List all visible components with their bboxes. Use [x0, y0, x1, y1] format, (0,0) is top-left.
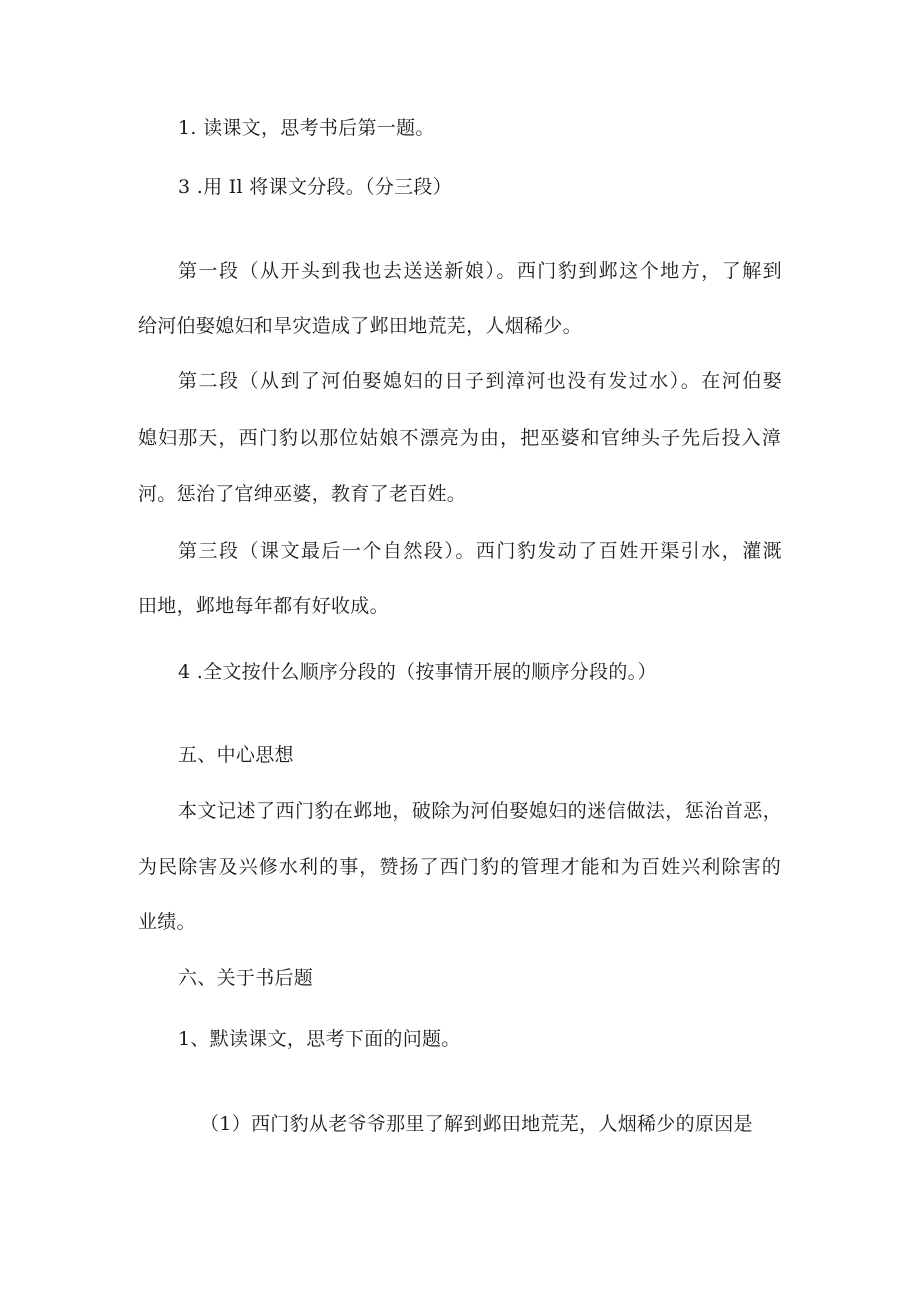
question-4: 4 .全文按什么顺序分段的（按事情开展的顺序分段的。） — [178, 661, 657, 683]
segment-1-line-2: 给河伯娶媳妇和旱灾造成了邺田地荒芜，人烟稀少。 — [138, 315, 582, 337]
section-5-heading: 五、中心思想 — [178, 744, 294, 766]
section-6-heading: 六、关于书后题 — [178, 967, 314, 989]
segment-1-line-1: 第一段（从开头到我也去送送新娘）。西门豹到邺这个地方，了解到 — [178, 260, 782, 282]
question-1: 1. 读课文，思考书后第一题。 — [178, 117, 435, 139]
question-3: 3 .用 Il 将课文分段。（分三段） — [178, 176, 453, 198]
segment-2-line-1: 第二段（从到了河伯娶媳妇的日子到漳河也没有发过水）。在河伯娶 — [178, 370, 782, 392]
segment-3-line-1: 第三段（课文最后一个自然段）。西门豹发动了百姓开渠引水，灌溉 — [178, 540, 782, 562]
section-5-line-3: 业绩。 — [138, 911, 196, 933]
section-5-line-1: 本文记述了西门豹在邺地，破除为河伯娶媳妇的迷信做法，惩治首恶， — [178, 800, 782, 822]
section-5-line-2: 为民除害及兴修水利的事，赞扬了西门豹的管理才能和为百姓兴利除害的 — [138, 856, 781, 878]
segment-3-line-2: 田地，邺地每年都有好收成。 — [138, 595, 389, 617]
segment-2-line-2: 媳妇那天，西门豹以那位姑娘不漂亮为由，把巫婆和官绅头子先后投入漳 — [138, 427, 781, 449]
section-6-item-1: 1、默读课文，思考下面的问题。 — [178, 1028, 461, 1050]
segment-2-line-3: 河。惩治了官绅巫婆，教育了老百姓。 — [138, 483, 467, 505]
section-6-sub-1: （1）西门豹从老爷爷那里了解到邺田地荒芜，人烟稀少的原因是 — [200, 1113, 753, 1135]
